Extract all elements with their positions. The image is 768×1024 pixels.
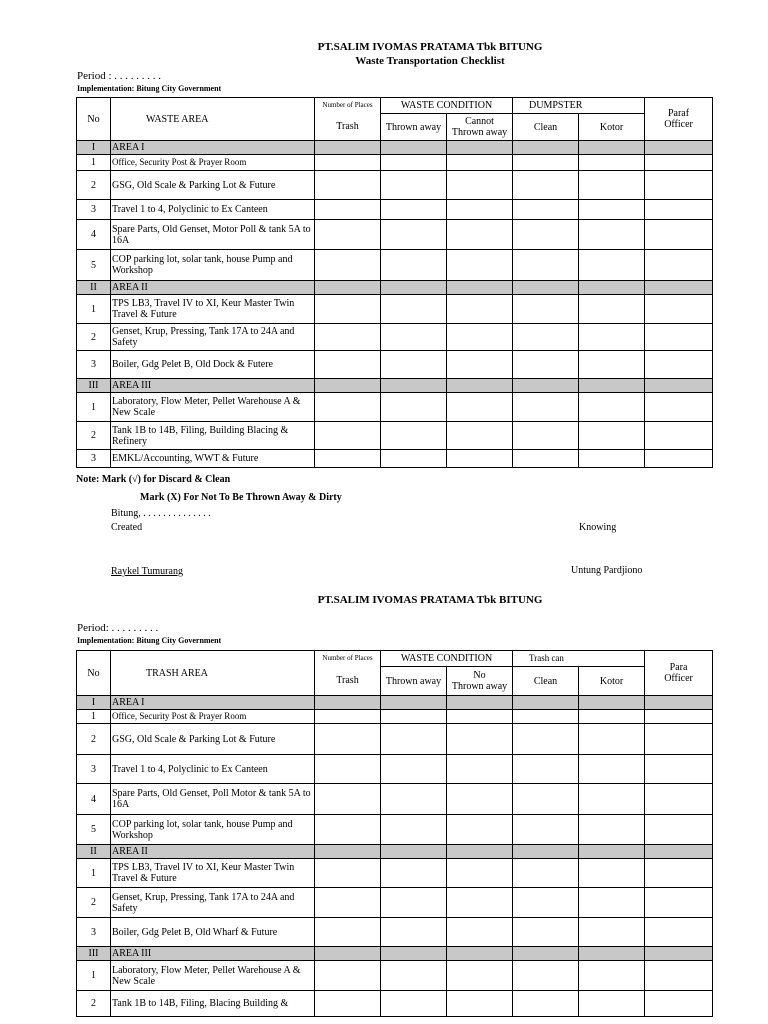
thrown-away-cell[interactable] xyxy=(381,888,447,918)
table-row xyxy=(77,918,713,947)
clean-cell xyxy=(513,379,579,393)
dirty-cell[interactable] xyxy=(579,324,645,351)
officer-paraf-cell[interactable] xyxy=(645,961,713,991)
trash-count-cell[interactable] xyxy=(315,450,381,468)
row-number: III xyxy=(77,947,111,961)
table-row xyxy=(77,324,713,351)
trash-count-cell[interactable] xyxy=(315,422,381,450)
area-label: AREA I xyxy=(111,141,315,155)
row-number: 4 xyxy=(77,220,111,250)
not-thrown-cell[interactable] xyxy=(447,991,513,1017)
header-not-thrown xyxy=(447,667,513,696)
location-label: Tank 1B to 14B, Filing, Blacing Building & xyxy=(111,991,315,1017)
row-number: 3 xyxy=(77,450,111,468)
location-label: GSG, Old Scale & Parking Lot & Future xyxy=(111,171,315,200)
not-thrown-cell xyxy=(447,947,513,961)
row-number: II xyxy=(77,281,111,295)
dirty-cell[interactable] xyxy=(579,171,645,200)
dirty-cell[interactable] xyxy=(579,220,645,250)
thrown-away-cell xyxy=(381,845,447,859)
officer-paraf-cell[interactable] xyxy=(645,393,713,422)
location-label: Office, Security Post & Prayer Room xyxy=(111,155,315,171)
dirty-cell[interactable] xyxy=(579,295,645,324)
dirty-cell[interactable] xyxy=(579,450,645,468)
dirty-cell[interactable] xyxy=(579,815,645,845)
location-label: Tank 1B to 14B, Filing, Building Blacing & Refinery xyxy=(111,422,315,450)
row-number: 4 xyxy=(77,784,111,815)
thrown-away-cell[interactable] xyxy=(381,171,447,200)
area-label: AREA II xyxy=(111,845,315,859)
checklist-subtitle: Waste Transportation Checklist xyxy=(355,55,505,67)
checklist-table xyxy=(76,97,713,468)
thrown-away-cell[interactable] xyxy=(381,200,447,220)
table-row xyxy=(77,155,713,171)
trash-count-cell[interactable] xyxy=(315,859,381,888)
not-thrown-cell[interactable] xyxy=(447,918,513,947)
area-row xyxy=(77,845,713,859)
header-thrown: Thrown away xyxy=(381,114,447,141)
row-number: 3 xyxy=(77,200,111,220)
not-thrown-cell[interactable] xyxy=(447,784,513,815)
header-dirty: Kotor xyxy=(579,114,645,141)
trash-count-cell[interactable] xyxy=(315,200,381,220)
header-area: TRASH AREA xyxy=(111,651,315,696)
row-number: 1 xyxy=(77,393,111,422)
trash-count-cell[interactable] xyxy=(315,815,381,845)
header-not-thrown-line1: No xyxy=(473,670,486,681)
place-date: Bitung, . . . . . . . . . . . . . . xyxy=(111,508,211,519)
thrown-away-cell[interactable] xyxy=(381,450,447,468)
row-number: I xyxy=(77,141,111,155)
row-number: 3 xyxy=(77,755,111,784)
area-label: AREA III xyxy=(111,379,315,393)
row-number: 3 xyxy=(77,918,111,947)
dirty-cell[interactable] xyxy=(579,724,645,755)
table-row xyxy=(77,295,713,324)
trash-count-cell xyxy=(315,281,381,295)
header-paraf-line2: Officer xyxy=(664,119,693,130)
table-row xyxy=(77,171,713,200)
note-discard: Note: Mark (√) for Discard & Clean xyxy=(76,474,231,485)
header-paraf-line1: Para xyxy=(669,662,688,673)
header-condition: WASTE CONDITION xyxy=(381,651,513,667)
dirty-cell xyxy=(579,141,645,155)
clean-cell[interactable] xyxy=(513,155,579,171)
clean-cell[interactable] xyxy=(513,784,579,815)
area-label: AREA II xyxy=(111,281,315,295)
officer-paraf-cell xyxy=(645,947,713,961)
trash-count-cell[interactable] xyxy=(315,991,381,1017)
clean-cell[interactable] xyxy=(513,422,579,450)
dirty-cell[interactable] xyxy=(579,859,645,888)
thrown-away-cell[interactable] xyxy=(381,859,447,888)
thrown-away-cell[interactable] xyxy=(381,250,447,281)
location-label: TPS LB3, Travel IV to XI, Keur Master Twin Travel & Future xyxy=(111,295,315,324)
table-row xyxy=(77,961,713,991)
area-row xyxy=(77,947,713,961)
clean-cell xyxy=(513,281,579,295)
trash-count-cell[interactable] xyxy=(315,710,381,724)
clean-cell[interactable] xyxy=(513,171,579,200)
row-number: 2 xyxy=(77,171,111,200)
approver-name: Untung Pardjiono xyxy=(571,565,643,576)
header-dumpster: DUMPSTER xyxy=(513,98,645,114)
not-thrown-cell xyxy=(447,845,513,859)
header-area: WASTE AREA xyxy=(111,98,315,141)
header-paraf-line2: Officer xyxy=(664,673,693,684)
row-number: 1 xyxy=(77,961,111,991)
thrown-away-cell[interactable] xyxy=(381,155,447,171)
not-thrown-cell xyxy=(447,379,513,393)
row-number: II xyxy=(77,845,111,859)
table-row xyxy=(77,450,713,468)
not-thrown-cell xyxy=(447,696,513,710)
thrown-away-cell[interactable] xyxy=(381,220,447,250)
dirty-cell[interactable] xyxy=(579,918,645,947)
dirty-cell[interactable] xyxy=(579,250,645,281)
trash-count-cell xyxy=(315,141,381,155)
dirty-cell[interactable] xyxy=(579,351,645,379)
table-row xyxy=(77,991,713,1017)
location-label: COP parking lot, solar tank, house Pump and Workshop xyxy=(111,815,315,845)
trash-count-cell xyxy=(315,947,381,961)
officer-paraf-cell[interactable] xyxy=(645,918,713,947)
location-label: Laboratory, Flow Meter, Pellet Warehouse A & New Scale xyxy=(111,961,315,991)
knowing-label: Knowing xyxy=(579,522,617,533)
area-row xyxy=(77,141,713,155)
officer-paraf-cell[interactable] xyxy=(645,859,713,888)
clean-cell[interactable] xyxy=(513,859,579,888)
clean-cell[interactable] xyxy=(513,295,579,324)
location-label: TPS LB3, Travel IV to XI, Keur Master Twin Travel & Future xyxy=(111,859,315,888)
not-thrown-cell[interactable] xyxy=(447,324,513,351)
row-number: 2 xyxy=(77,324,111,351)
officer-paraf-cell[interactable] xyxy=(645,155,713,171)
thrown-away-cell[interactable] xyxy=(381,351,447,379)
header-not-thrown xyxy=(447,114,513,141)
trash-count-cell[interactable] xyxy=(315,171,381,200)
clean-cell xyxy=(513,947,579,961)
dirty-cell xyxy=(579,281,645,295)
not-thrown-cell[interactable] xyxy=(447,710,513,724)
area-label: AREA III xyxy=(111,947,315,961)
row-number: 2 xyxy=(77,991,111,1017)
thrown-away-cell[interactable] xyxy=(381,710,447,724)
checklist-table-2 xyxy=(76,650,713,1017)
header-no: No xyxy=(77,651,111,696)
clean-cell[interactable] xyxy=(513,250,579,281)
thrown-away-cell[interactable] xyxy=(381,918,447,947)
clean-cell[interactable] xyxy=(513,710,579,724)
dirty-cell[interactable] xyxy=(579,755,645,784)
clean-cell[interactable] xyxy=(513,961,579,991)
thrown-away-cell[interactable] xyxy=(381,724,447,755)
header-trash: Trash xyxy=(315,667,381,696)
header-clean: Clean xyxy=(513,667,579,696)
not-thrown-cell xyxy=(447,281,513,295)
trash-count-cell[interactable] xyxy=(315,295,381,324)
table-row xyxy=(77,220,713,250)
trash-count-cell xyxy=(315,845,381,859)
officer-paraf-cell xyxy=(645,281,713,295)
period-field: Period : . . . . . . . . . xyxy=(77,70,162,82)
clean-cell[interactable] xyxy=(513,888,579,918)
trash-count-cell[interactable] xyxy=(315,351,381,379)
trash-count-cell[interactable] xyxy=(315,324,381,351)
row-number: 1 xyxy=(77,295,111,324)
location-label: Laboratory, Flow Meter, Pellet Warehouse A & New Scale xyxy=(111,393,315,422)
thrown-away-cell[interactable] xyxy=(381,991,447,1017)
location-label: Office, Security Post & Prayer Room xyxy=(111,710,315,724)
thrown-away-cell xyxy=(381,379,447,393)
header-no: No xyxy=(77,98,111,141)
location-label: Travel 1 to 4, Polyclinic to Ex Canteen xyxy=(111,755,315,784)
clean-cell[interactable] xyxy=(513,755,579,784)
implementation-note-2: Implementation: Bitung City Government xyxy=(77,636,222,645)
row-number: III xyxy=(77,379,111,393)
location-label: Genset, Krup, Pressing, Tank 17A to 24A and Safety xyxy=(111,888,315,918)
header-clean: Clean xyxy=(513,114,579,141)
area-label: AREA I xyxy=(111,696,315,710)
officer-paraf-cell[interactable] xyxy=(645,171,713,200)
header-thrown: Thrown away xyxy=(381,667,447,696)
trash-count-cell[interactable] xyxy=(315,888,381,918)
header-condition: WASTE CONDITION xyxy=(381,98,513,114)
officer-paraf-cell[interactable] xyxy=(645,815,713,845)
clean-cell[interactable] xyxy=(513,724,579,755)
officer-paraf-cell[interactable] xyxy=(645,220,713,250)
trash-count-cell[interactable] xyxy=(315,755,381,784)
area-row xyxy=(77,281,713,295)
dirty-cell[interactable] xyxy=(579,991,645,1017)
table-row xyxy=(77,710,713,724)
row-number: 2 xyxy=(77,888,111,918)
dirty-cell[interactable] xyxy=(579,200,645,220)
not-thrown-cell[interactable] xyxy=(447,859,513,888)
location-label: Genset, Krup, Pressing, Tank 17A to 24A and Safety xyxy=(111,324,315,351)
table-row xyxy=(77,250,713,281)
row-number: 5 xyxy=(77,815,111,845)
table-row xyxy=(77,200,713,220)
location-label: Boiler, Gdg Pelet B, Old Dock & Futere xyxy=(111,351,315,379)
trash-count-cell[interactable] xyxy=(315,918,381,947)
officer-paraf-cell[interactable] xyxy=(645,250,713,281)
row-number: 1 xyxy=(77,155,111,171)
officer-paraf-cell[interactable] xyxy=(645,351,713,379)
officer-paraf-cell[interactable] xyxy=(645,450,713,468)
officer-paraf-cell[interactable] xyxy=(645,710,713,724)
dirty-cell xyxy=(579,696,645,710)
not-thrown-cell[interactable] xyxy=(447,815,513,845)
header-places: Number of Places xyxy=(315,651,381,667)
row-number: 1 xyxy=(77,859,111,888)
clean-cell[interactable] xyxy=(513,351,579,379)
header-paraf xyxy=(645,98,713,141)
not-thrown-cell[interactable] xyxy=(447,155,513,171)
not-thrown-cell[interactable] xyxy=(447,200,513,220)
officer-paraf-cell xyxy=(645,379,713,393)
row-number: 2 xyxy=(77,422,111,450)
thrown-away-cell[interactable] xyxy=(381,815,447,845)
officer-paraf-cell[interactable] xyxy=(645,324,713,351)
not-thrown-cell[interactable] xyxy=(447,393,513,422)
table-row xyxy=(77,724,713,755)
location-label: COP parking lot, solar tank, house Pump and Workshop xyxy=(111,250,315,281)
dirty-cell[interactable] xyxy=(579,961,645,991)
not-thrown-cell[interactable] xyxy=(447,961,513,991)
company-title-2: PT.SALIM IVOMAS PRATAMA Tbk BITUNG xyxy=(317,594,543,606)
clean-cell[interactable] xyxy=(513,200,579,220)
thrown-away-cell xyxy=(381,281,447,295)
clean-cell[interactable] xyxy=(513,220,579,250)
header-trash-can: Trash can xyxy=(513,651,645,667)
not-thrown-cell[interactable] xyxy=(447,450,513,468)
trash-count-cell[interactable] xyxy=(315,724,381,755)
clean-cell[interactable] xyxy=(513,393,579,422)
note-not-thrown: Mark (X) For Not To Be Thrown Away & Dirty xyxy=(140,492,342,503)
clean-cell xyxy=(513,845,579,859)
row-number: I xyxy=(77,696,111,710)
thrown-away-cell xyxy=(381,947,447,961)
not-thrown-cell[interactable] xyxy=(447,755,513,784)
area-row xyxy=(77,379,713,393)
table-row xyxy=(77,755,713,784)
clean-cell[interactable] xyxy=(513,815,579,845)
trash-count-cell[interactable] xyxy=(315,784,381,815)
trash-count-cell xyxy=(315,379,381,393)
officer-paraf-cell xyxy=(645,845,713,859)
thrown-away-cell[interactable] xyxy=(381,295,447,324)
not-thrown-cell[interactable] xyxy=(447,724,513,755)
dirty-cell xyxy=(579,947,645,961)
not-thrown-cell[interactable] xyxy=(447,220,513,250)
clean-cell xyxy=(513,141,579,155)
officer-paraf-cell[interactable] xyxy=(645,784,713,815)
thrown-away-cell[interactable] xyxy=(381,324,447,351)
dirty-cell xyxy=(579,379,645,393)
dirty-cell[interactable] xyxy=(579,888,645,918)
header-paraf xyxy=(645,651,713,696)
trash-count-cell[interactable] xyxy=(315,220,381,250)
officer-paraf-cell[interactable] xyxy=(645,724,713,755)
header-dirty: Kotor xyxy=(579,667,645,696)
row-number: 5 xyxy=(77,250,111,281)
location-label: Travel 1 to 4, Polyclinic to Ex Canteen xyxy=(111,200,315,220)
officer-paraf-cell xyxy=(645,696,713,710)
officer-paraf-cell[interactable] xyxy=(645,755,713,784)
not-thrown-cell[interactable] xyxy=(447,422,513,450)
header-not-thrown-line1: Cannot xyxy=(465,116,494,127)
officer-paraf-cell[interactable] xyxy=(645,200,713,220)
dirty-cell[interactable] xyxy=(579,710,645,724)
not-thrown-cell xyxy=(447,141,513,155)
header-paraf-line1: Paraf xyxy=(667,108,690,119)
header-trash: Trash xyxy=(315,114,381,141)
row-number: 3 xyxy=(77,351,111,379)
trash-count-cell[interactable] xyxy=(315,155,381,171)
officer-paraf-cell xyxy=(645,141,713,155)
thrown-away-cell[interactable] xyxy=(381,422,447,450)
officer-paraf-cell[interactable] xyxy=(645,991,713,1017)
not-thrown-cell[interactable] xyxy=(447,351,513,379)
location-label: Spare Parts, Old Genset, Poll Motor & tank 5A to 16A xyxy=(111,784,315,815)
officer-paraf-cell[interactable] xyxy=(645,422,713,450)
table-row xyxy=(77,422,713,450)
header-not-thrown-line2: Thrown away xyxy=(451,127,508,138)
clean-cell[interactable] xyxy=(513,450,579,468)
clean-cell[interactable] xyxy=(513,324,579,351)
table-row xyxy=(77,888,713,918)
created-label: Created xyxy=(111,522,143,533)
table-row xyxy=(77,393,713,422)
table-row xyxy=(77,351,713,379)
clean-cell[interactable] xyxy=(513,918,579,947)
dirty-cell[interactable] xyxy=(579,155,645,171)
location-label: GSG, Old Scale & Parking Lot & Future xyxy=(111,724,315,755)
officer-paraf-cell[interactable] xyxy=(645,888,713,918)
thrown-away-cell xyxy=(381,141,447,155)
trash-count-cell xyxy=(315,696,381,710)
dirty-cell[interactable] xyxy=(579,422,645,450)
not-thrown-cell[interactable] xyxy=(447,171,513,200)
row-number: 1 xyxy=(77,710,111,724)
table-row xyxy=(77,815,713,845)
period-field-2: Period: . . . . . . . . . xyxy=(77,622,159,634)
row-number: 2 xyxy=(77,724,111,755)
company-title: PT.SALIM IVOMAS PRATAMA Tbk BITUNG xyxy=(317,41,543,53)
dirty-cell[interactable] xyxy=(579,784,645,815)
location-label: Spare Parts, Old Genset, Motor Poll & tank 5A to 16A xyxy=(111,220,315,250)
dirty-cell xyxy=(579,845,645,859)
officer-paraf-cell[interactable] xyxy=(645,295,713,324)
not-thrown-cell[interactable] xyxy=(447,250,513,281)
thrown-away-cell xyxy=(381,696,447,710)
dirty-cell[interactable] xyxy=(579,393,645,422)
header-places: Number of Places xyxy=(315,98,381,114)
trash-count-cell[interactable] xyxy=(315,393,381,422)
table-row xyxy=(77,784,713,815)
trash-count-cell[interactable] xyxy=(315,961,381,991)
clean-cell xyxy=(513,696,579,710)
implementation-note: Implementation: Bitung City Government xyxy=(77,84,222,93)
table-row xyxy=(77,859,713,888)
clean-cell[interactable] xyxy=(513,991,579,1017)
thrown-away-cell[interactable] xyxy=(381,961,447,991)
location-label: EMKL/Accounting, WWT & Future xyxy=(111,450,315,468)
thrown-away-cell[interactable] xyxy=(381,755,447,784)
area-row xyxy=(77,696,713,710)
not-thrown-cell[interactable] xyxy=(447,888,513,918)
thrown-away-cell[interactable] xyxy=(381,784,447,815)
trash-count-cell[interactable] xyxy=(315,250,381,281)
location-label: Boiler, Gdg Pelet B, Old Wharf & Future xyxy=(111,918,315,947)
not-thrown-cell[interactable] xyxy=(447,295,513,324)
header-not-thrown-line2: Thrown away xyxy=(451,681,508,692)
creator-name: Raykel Tumurang xyxy=(111,566,183,577)
thrown-away-cell[interactable] xyxy=(381,393,447,422)
